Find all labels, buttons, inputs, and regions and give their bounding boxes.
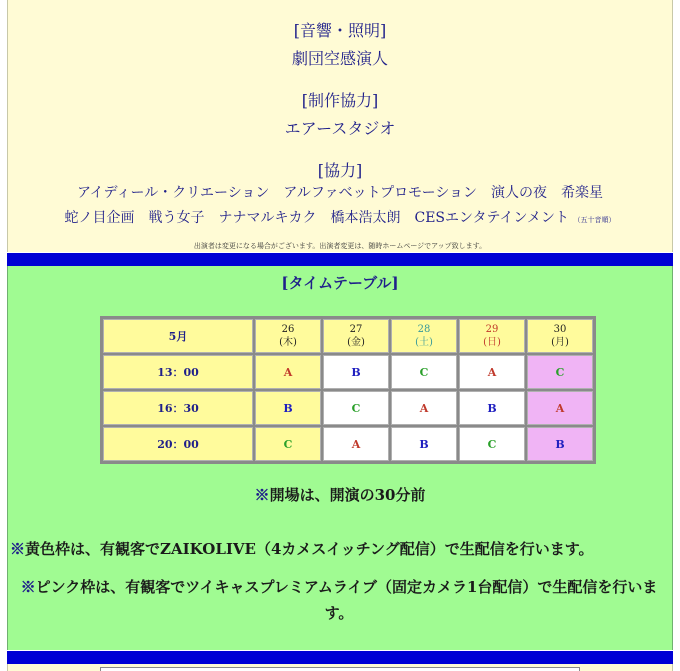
team-cell: B: [255, 391, 321, 425]
credits-section: [7, 0, 673, 252]
next-table-edge: [100, 667, 580, 671]
time-label: 20：00: [103, 427, 253, 461]
day-weekday: (金): [347, 337, 365, 348]
day-header: [459, 319, 525, 353]
timetable-title: [タイムテーブル]: [281, 274, 399, 292]
doors-open-text: 開場は、開演の30分前: [269, 486, 426, 504]
cast-change-note: 出演者は変更になる場合がございます。出演者変更は、随時ホームページでアップ致します。: [193, 242, 487, 250]
day-date: 28: [417, 324, 431, 335]
timetable-row: [103, 427, 593, 461]
team-cell: A: [391, 391, 457, 425]
timetable-grid: [100, 316, 596, 464]
note-mark: ※: [10, 540, 26, 558]
month-label: 5月: [103, 319, 253, 353]
team-cell: B: [459, 391, 525, 425]
production-name: エアースタジオ: [284, 119, 396, 138]
pink-frame-text: ピンク枠は、有観客でツイキャスプレミアムライブ（固定カメラ1台配信）で生配信を行います。: [35, 578, 658, 622]
day-header: [527, 319, 593, 353]
doors-open-note: [8, 484, 672, 505]
team-cell: C: [323, 391, 389, 425]
day-date: 29: [485, 324, 499, 335]
team-cell: A: [459, 355, 525, 389]
team-cell: B: [391, 427, 457, 461]
yellow-frame-text: 黄色枠は、有観客でZAIKOLIVE（4カメスイッチング配信）で生配信を行います。: [25, 540, 594, 558]
day-weekday: (土): [415, 337, 433, 348]
day-weekday: (木): [279, 337, 297, 348]
section-divider-top: [7, 253, 673, 266]
day-header: [255, 319, 321, 353]
team-cell: A: [255, 355, 321, 389]
team-cell: C: [527, 355, 593, 389]
day-weekday: (月): [551, 337, 569, 348]
section-divider-bottom: [7, 651, 673, 664]
timetable-section: [7, 266, 673, 650]
cooperation-order-note: （五十音順）: [573, 216, 616, 224]
production-heading: [制作協力]: [301, 91, 379, 110]
team-cell: A: [323, 427, 389, 461]
team-cell: B: [323, 355, 389, 389]
sound-lighting-heading: [音響・照明]: [293, 21, 387, 40]
team-cell: A: [527, 391, 593, 425]
sound-lighting-name: 劇団空感演人: [291, 49, 388, 68]
next-section-edge: [7, 664, 673, 671]
day-date: 26: [281, 324, 295, 335]
day-date: 30: [553, 324, 567, 335]
note-mark: ※: [20, 578, 36, 596]
cooperation-row-1: アイディール・クリエーション アルファベットプロモーション 演人の夜 希楽星: [76, 185, 604, 201]
time-label: 16：30: [103, 391, 253, 425]
team-cell: C: [255, 427, 321, 461]
day-header: [323, 319, 389, 353]
day-date: 27: [349, 324, 363, 335]
timetable-row: [103, 355, 593, 389]
cooperation-row-2-text: 蛇ノ目企画 戦う女子 ナナマルキカク 橋本浩太朗 CESエンタテインメント: [64, 210, 570, 226]
team-cell: C: [459, 427, 525, 461]
team-cell: C: [391, 355, 457, 389]
pink-frame-note: [14, 574, 664, 626]
timetable-header-row: [103, 319, 593, 353]
day-weekday: (日): [483, 337, 501, 348]
note-mark: ※: [254, 486, 270, 504]
timetable-row: [103, 391, 593, 425]
yellow-frame-note: [10, 538, 670, 559]
day-header: [391, 319, 457, 353]
cooperation-row-2: [8, 207, 672, 227]
cooperation-heading: [協力]: [317, 161, 363, 180]
time-label: 13：00: [103, 355, 253, 389]
team-cell: B: [527, 427, 593, 461]
